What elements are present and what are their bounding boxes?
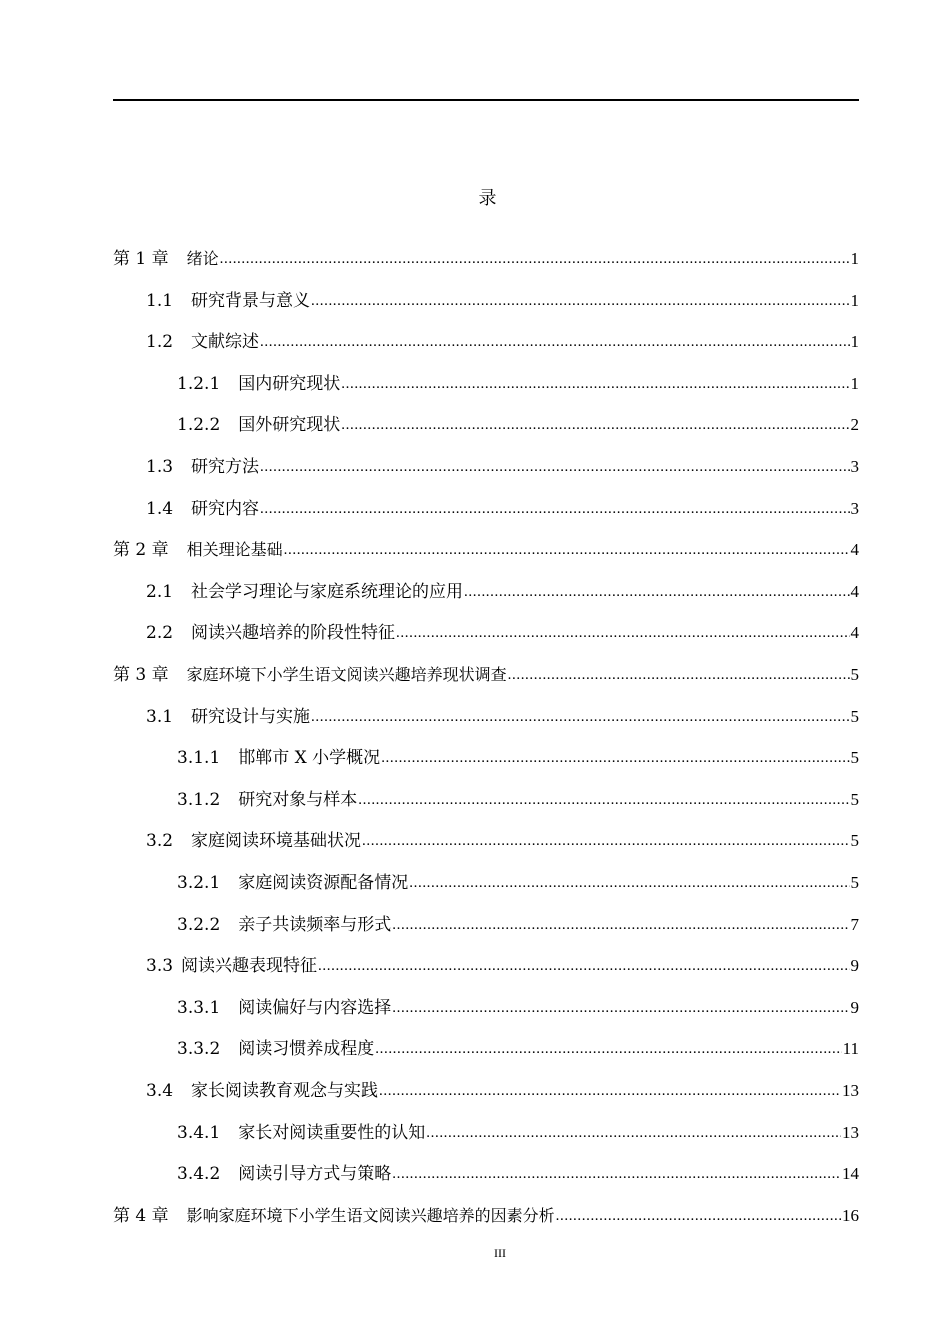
toc-dot-leader	[375, 1037, 841, 1061]
toc-entry-number: 1.2.1	[177, 374, 221, 394]
toc-entry-title: 阅读偏好与内容选择	[238, 998, 392, 1018]
toc-entry-page: 4	[850, 540, 859, 559]
toc-entry-page: 14	[842, 1164, 859, 1183]
toc-entry-page: 5	[850, 707, 859, 726]
toc-dot-leader	[358, 788, 849, 812]
toc-entry-number: 1.2	[146, 332, 174, 352]
toc-entry-number: 3.4	[146, 1081, 174, 1101]
toc-entry[interactable]	[146, 615, 859, 645]
toc-entry-title: 研究背景与意义	[191, 291, 311, 311]
toc-entry-title: 阅读习惯养成程度	[238, 1039, 375, 1059]
toc-entry[interactable]	[146, 699, 859, 729]
toc-entry[interactable]	[177, 865, 859, 895]
toc-dot-leader	[362, 829, 849, 853]
toc-dot-leader	[508, 663, 850, 687]
toc-entry-title: 阅读引导方式与策略	[238, 1164, 392, 1184]
toc-entry-page: 1	[850, 374, 859, 393]
toc-entry-number: 3.4.2	[177, 1164, 221, 1184]
toc-entry[interactable]	[177, 990, 859, 1020]
toc-dot-leader	[311, 705, 849, 729]
toc-entry[interactable]	[146, 823, 859, 853]
toc-dot-leader	[284, 538, 850, 562]
toc-entry-number: 第 1 章	[113, 249, 169, 269]
toc-entry[interactable]	[146, 491, 859, 521]
toc-entry[interactable]	[146, 283, 859, 313]
toc-dot-leader	[341, 413, 849, 437]
toc-entry[interactable]	[177, 407, 859, 437]
toc-dot-leader	[318, 954, 849, 978]
toc-dot-leader	[409, 871, 849, 895]
toc-entry-title: 家长阅读教育观念与实践	[191, 1081, 379, 1101]
toc-entry-title: 阅读兴趣表现特征	[181, 956, 318, 976]
toc-dot-leader	[392, 1162, 841, 1186]
toc-entry-page: 4	[850, 582, 859, 601]
toc-entry-page: 5	[850, 790, 859, 809]
toc-dot-leader	[392, 913, 849, 937]
toc-entry[interactable]	[146, 948, 859, 978]
toc-entry[interactable]	[146, 324, 859, 354]
toc-entry-page: 9	[850, 956, 859, 975]
toc-entry-title: 国外研究现状	[238, 415, 341, 435]
toc-entry-page: 3	[850, 457, 859, 476]
toc-dot-leader	[260, 497, 849, 521]
toc-entry-page: 1	[850, 249, 859, 268]
toc-dot-leader	[260, 330, 849, 354]
toc-entry[interactable]	[146, 449, 859, 479]
toc-dot-leader	[220, 247, 850, 271]
toc-dot-leader	[556, 1204, 841, 1228]
toc-dot-leader	[341, 372, 849, 396]
toc-dot-leader	[379, 1079, 841, 1103]
toc-dot-leader	[381, 746, 849, 770]
toc-entry-page: 4	[850, 623, 859, 642]
toc-entry-number: 3.4.1	[177, 1123, 221, 1143]
toc-dot-leader	[311, 289, 849, 313]
toc-entry-page: 16	[842, 1206, 859, 1225]
toc-entry-page: 3	[850, 499, 859, 518]
toc-entry-number: 第 4 章	[113, 1206, 169, 1226]
toc-entry-number: 3.1.1	[177, 748, 221, 768]
toc-entry-number: 第 2 章	[113, 540, 169, 560]
toc-entry-number: 3.1.2	[177, 790, 221, 810]
toc-entry[interactable]	[113, 532, 859, 562]
toc-entry-page: 7	[850, 915, 859, 934]
toc-entry-page: 11	[842, 1039, 859, 1058]
toc-title: 录	[478, 188, 497, 209]
toc-entry-page: 5	[850, 831, 859, 850]
toc-entry-page: 13	[842, 1081, 859, 1100]
toc-entry[interactable]	[177, 1156, 859, 1186]
toc-entry-title: 家庭阅读环境基础状况	[191, 831, 362, 851]
toc-entry-number: 3.3	[146, 956, 174, 976]
toc-entry-title: 研究设计与实施	[191, 707, 311, 727]
toc-entry-page: 2	[850, 415, 859, 434]
toc-entry[interactable]	[177, 1031, 859, 1061]
toc-entry[interactable]	[177, 740, 859, 770]
toc-entry-page: 1	[850, 332, 859, 351]
toc-entry[interactable]	[113, 1198, 859, 1228]
toc-entry-title: 国内研究现状	[238, 374, 341, 394]
toc-entry[interactable]	[113, 241, 859, 271]
toc-entry-title: 家庭环境下小学生语文阅读兴趣培养现状调查	[186, 665, 507, 684]
toc-entry-number: 2.2	[146, 623, 174, 643]
toc-entry-number: 第 3 章	[113, 665, 169, 685]
toc-entry-title: 文献综述	[191, 332, 260, 352]
toc-entry-title: 阅读兴趣培养的阶段性特征	[191, 623, 396, 643]
toc-entry-number: 1.1	[146, 291, 174, 311]
toc-entry-number: 1.2.2	[177, 415, 221, 435]
toc-entry[interactable]	[177, 907, 859, 937]
toc-entry-title: 绪论	[186, 249, 219, 268]
toc-entry-title: 家长对阅读重要性的认知	[238, 1123, 426, 1143]
toc-entry-title: 研究对象与样本	[238, 790, 358, 810]
toc-dot-leader	[260, 455, 849, 479]
toc-entry-number: 1.3	[146, 457, 174, 477]
toc-entry[interactable]	[177, 366, 859, 396]
toc-entry-title: 亲子共读频率与形式	[238, 915, 392, 935]
toc-entry-page: 9	[850, 998, 859, 1017]
toc-entry-number: 3.3.1	[177, 998, 221, 1018]
toc-entry[interactable]	[113, 657, 859, 687]
toc-entry-number: 2.1	[146, 582, 174, 602]
toc-entry-page: 5	[850, 665, 859, 684]
toc-entry-title: 社会学习理论与家庭系统理论的应用	[191, 582, 464, 602]
toc-entry-number: 1.4	[146, 499, 174, 519]
toc-dot-leader	[426, 1121, 841, 1145]
toc-entry-title: 研究内容	[191, 499, 260, 519]
toc-entry-page: 5	[850, 873, 859, 892]
toc-entry-page: 5	[850, 748, 859, 767]
toc-dot-leader	[392, 996, 849, 1020]
toc-entry-number: 3.2.2	[177, 915, 221, 935]
toc-dot-leader	[464, 580, 849, 604]
toc-entry-title: 邯郸市 X 小学概况	[238, 748, 381, 768]
toc-entry-page: 13	[842, 1123, 859, 1142]
toc-entry-number: 3.2	[146, 831, 174, 851]
toc-entry-page: 1	[850, 291, 859, 310]
toc-entry-number: 3.3.2	[177, 1039, 221, 1059]
toc-entry-title: 影响家庭环境下小学生语文阅读兴趣培养的因素分析	[186, 1206, 555, 1225]
toc-entry[interactable]	[146, 574, 859, 604]
toc-entry-number: 3.1	[146, 707, 174, 727]
toc-entry-title: 家庭阅读资源配备情况	[238, 873, 409, 893]
toc-entry[interactable]	[177, 782, 859, 812]
footer-page-number: III	[494, 1246, 506, 1260]
toc-entry-number: 3.2.1	[177, 873, 221, 893]
toc-entry[interactable]	[146, 1073, 859, 1103]
toc-entry-title: 研究方法	[191, 457, 260, 477]
toc-dot-leader	[396, 621, 849, 645]
toc-entry[interactable]	[177, 1115, 859, 1145]
header-rule	[113, 99, 859, 101]
toc-entry-title: 相关理论基础	[186, 540, 283, 559]
